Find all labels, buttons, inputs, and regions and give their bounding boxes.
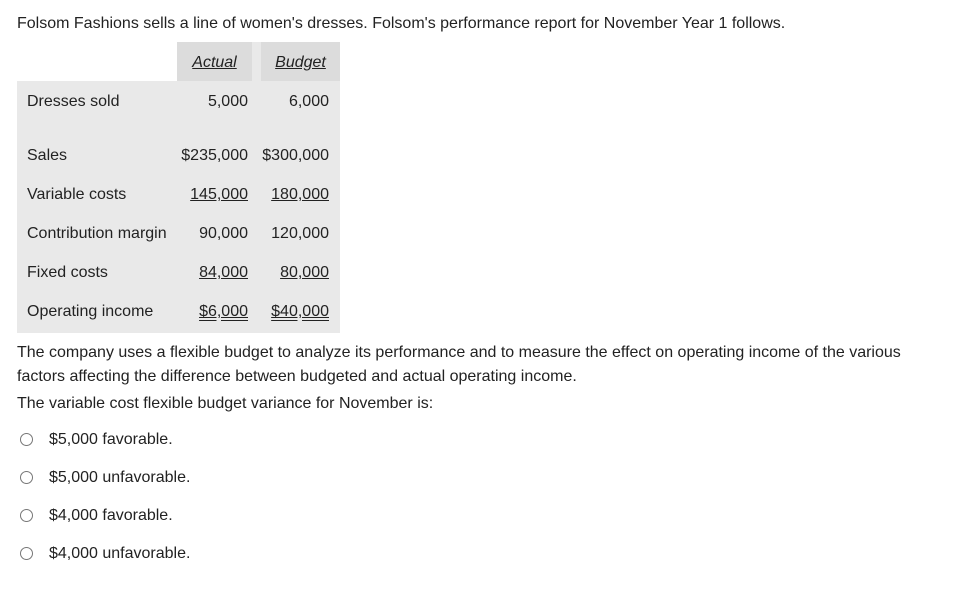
row-sales	[17, 144, 340, 168]
row-label: Sales	[27, 147, 68, 164]
radio-button-icon[interactable]	[20, 471, 33, 484]
budget-value: 120,000	[271, 225, 329, 242]
answer-option-label: $4,000 unfavorable.	[49, 545, 191, 562]
row-label: Contribution margin	[27, 225, 167, 242]
actual-value: $6,000	[199, 303, 248, 320]
radio-button-icon[interactable]	[20, 509, 33, 522]
column-header-actual: Actual	[177, 42, 252, 81]
radio-button-icon[interactable]	[20, 433, 33, 446]
budget-value: 80,000	[280, 264, 329, 281]
actual-value: 84,000	[199, 264, 248, 281]
row-operating-income	[17, 300, 340, 324]
budget-value: $300,000	[262, 147, 329, 164]
row-label: Variable costs	[27, 186, 127, 203]
radio-button-icon[interactable]	[20, 547, 33, 560]
budget-value: 6,000	[288, 93, 329, 110]
actual-value: 145,000	[190, 186, 248, 203]
budget-value: 180,000	[271, 186, 329, 203]
row-variable-costs	[17, 183, 340, 207]
answer-option-label: $5,000 unfavorable.	[49, 469, 191, 486]
row-contribution-margin	[17, 222, 340, 246]
row-label: Dresses sold	[27, 93, 120, 110]
actual-value: 5,000	[207, 93, 248, 110]
answer-option-label: $5,000 favorable.	[49, 431, 173, 448]
actual-value: $235,000	[181, 147, 248, 164]
performance-report-table	[17, 42, 340, 333]
row-dresses-sold	[17, 90, 340, 114]
budget-value: $40,000	[271, 303, 329, 320]
header-spacer	[17, 42, 177, 81]
actual-value: 90,000	[199, 225, 248, 242]
row-label: Operating income	[27, 303, 154, 320]
question-text: The variable cost flexible budget variance for November is:	[17, 395, 434, 412]
answer-option-label: $4,000 favorable.	[49, 507, 173, 524]
row-label: Fixed costs	[27, 264, 108, 281]
column-header-budget: Budget	[261, 42, 340, 81]
context-paragraph: The company uses a flexible budget to analyze its performance and to measure the effect on operating income of the various factors affecting the difference between budgeted and actual operating income.	[17, 344, 901, 385]
row-fixed-costs	[17, 261, 340, 285]
intro-text: Folsom Fashions sells a line of women's dresses. Folsom's performance report for November Year 1 follows.	[17, 15, 786, 32]
